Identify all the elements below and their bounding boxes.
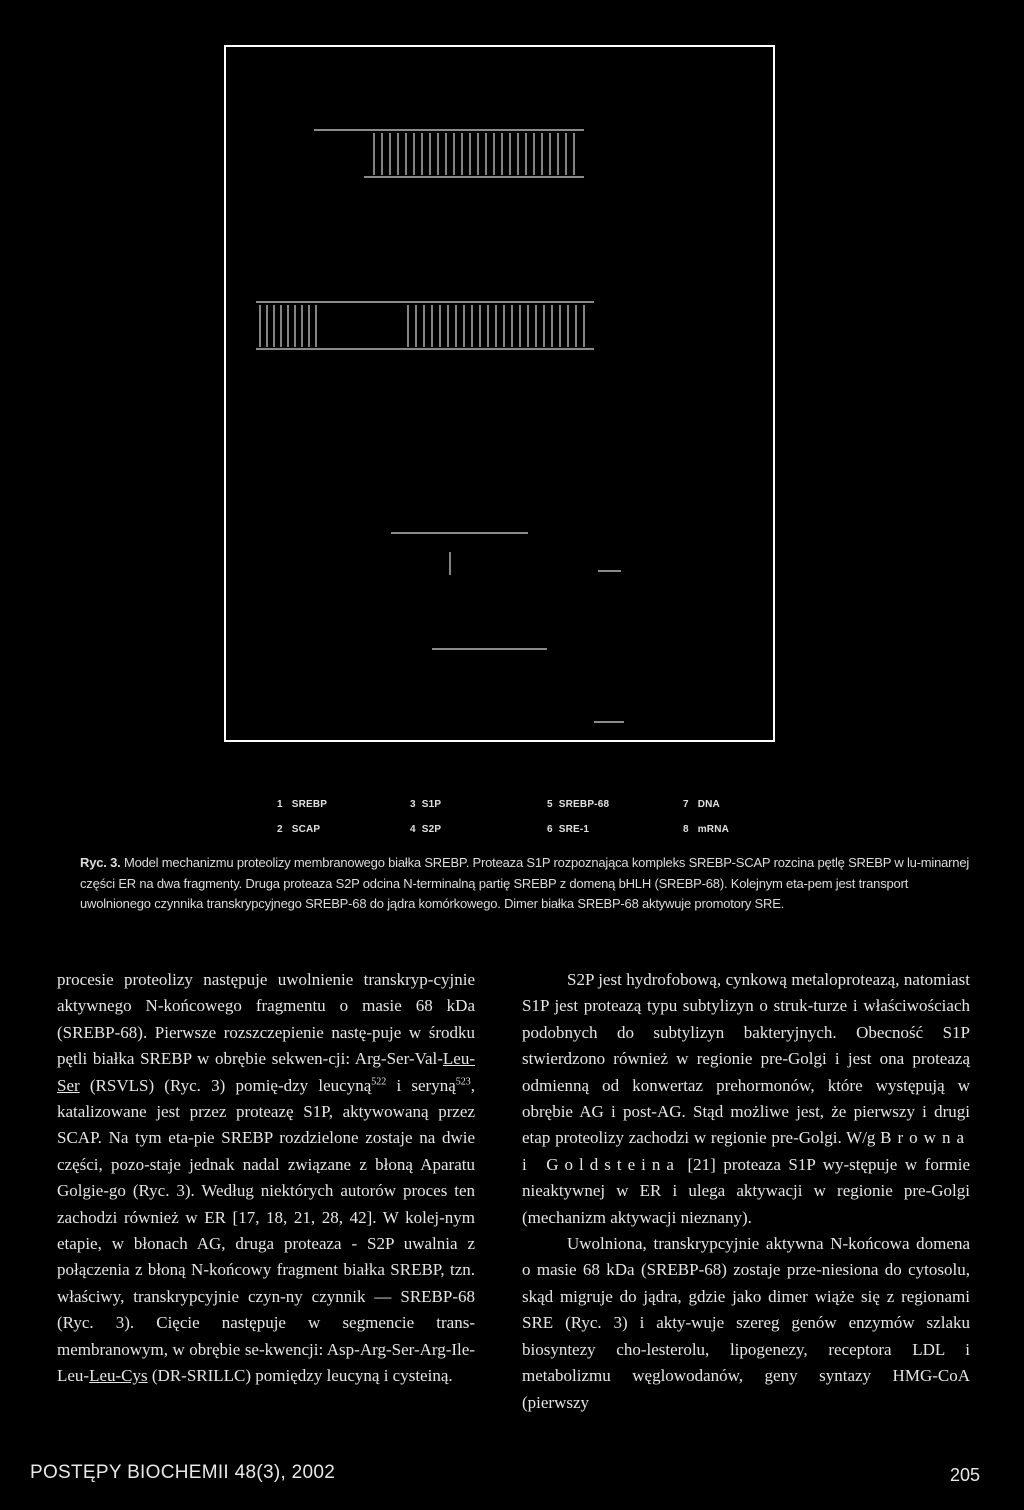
journal-footer: POSTĘPY BIOCHEMII 48(3), 2002: [30, 1462, 336, 1483]
body-column-left: [57, 967, 475, 1390]
caption-text: Model mechanizmu proteolizy membranowego białka SREBP. Proteaza S1P rozpoznająca kompleks SREBP-SCAP rozcina pętlę SREBP w lu-minarnej części ER na dwa fragmenty. Druga proteaza S2P odcina N-terminalną partię SREBP z domeną bHLH (SREBP-68). Kolejnym eta-pem jest transport uwolnionego czynnika transkrypcyjnego SREBP-68 do jądra komórkowego. Dimer białka SREBP-68 aktywuje promotory SRE.: [80, 855, 970, 911]
legend-item: 8 mRNA: [683, 824, 730, 835]
author-names: Browna i Goldsteina: [522, 1128, 970, 1174]
page-number: 205: [950, 1465, 981, 1485]
body-column-right: [522, 967, 970, 1416]
legend-item: 6 SRE-1: [547, 824, 590, 835]
legend-item: 1 SREBP: [277, 799, 328, 810]
figure-caption: [80, 853, 980, 915]
legend-item: 5 SREBP-68: [547, 799, 610, 810]
paragraph: Uwolniona, transkrypcyjnie aktywna N-końcowa domena o masie 68 kDa (SREBP-68) zostaje prze-niesiona do cytosolu, skąd migruje do jądra, gdzie jako dimer wiąże się z regionami SRE (Ryc. 3) i akty-wuje szereg genów enzymów szlaku biosyntezy cho-lesterolu, lipogenezy, receptora LDL i metabolizmu węglowodanów, geny syntazy HMG-CoA (pierwszy: [522, 1234, 970, 1412]
membrane-diagram: [226, 47, 777, 744]
paragraph: S2P jest hydrofobową, cynkową metaloproteazą, natomiast S1P jest proteazą typu subtylizyn o struk-turze i właściwościach podobnych do subtylizyn bakteryjnych. Obecność S1P stwierdzono również w regionie pre-Golgi i jest ona proteazą odmienną od konwertaz prehormonów, które występują w obrębie AG i post-AG. Stąd możliwe jest, że pierwszy i drugi etap proteolizy zachodzi w regionie pre-Golgi. W/g Browna i Goldsteina [21] proteaza S1P wy-stępuje w formie nieaktywnej w ER i ulega aktywacji w regionie pre-Golgi (mechanizm aktywacji nieznany).: [522, 970, 970, 1227]
figure-diagram: [224, 45, 775, 742]
caption-label: Ryc. 3.: [80, 855, 121, 870]
paragraph: procesie proteolizy następuje uwolnienie transkryp-cyjnie aktywnego N-końcowego fragmentu o masie 68 kDa (SREBP-68). Pierwsze rozszczepienie nastę-puje w środku pętli białka SREBP w obrębie sekwen-cji: Arg-Ser-Val-Leu-Ser (RSVLS) (Ryc. 3) pomię-dzy leucyną$^{522}$ i seryną$^{523}$, katalizowane jest przez proteazę S1P, aktywowaną przez SCAP. Na tym eta-pie SREBP rozdzielone zostaje na dwie części, pozo-staje jednak nadal związane z błoną Aparatu Golgie-go (Ryc. 3). Według niektórych autorów proces ten zachodzi również w ER [17, 18, 21, 28, 42]. W kolej-nym etapie, w błonach AG, druga proteaza - S2P uwalnia z połączenia z błoną N-końcowy fragment białka SREBP, tzn. właściwy, transkrypcyjnie czyn-ny czynnik — SREBP-68 (Ryc. 3). Cięcie następuje w segmencie trans-membranowym, w obrębie se-kwencji: Asp-Arg-Ser-Arg-Ile-Leu-Leu-Cys (DR-SRILLC) pomiędzy leucyną i cysteiną.: [57, 970, 475, 1386]
legend-item: 4 S2P: [410, 824, 442, 835]
legend-item: 3 S1P: [410, 799, 442, 810]
legend-item: 7 DNA: [683, 799, 720, 810]
legend-item: 2 SCAP: [277, 824, 321, 835]
